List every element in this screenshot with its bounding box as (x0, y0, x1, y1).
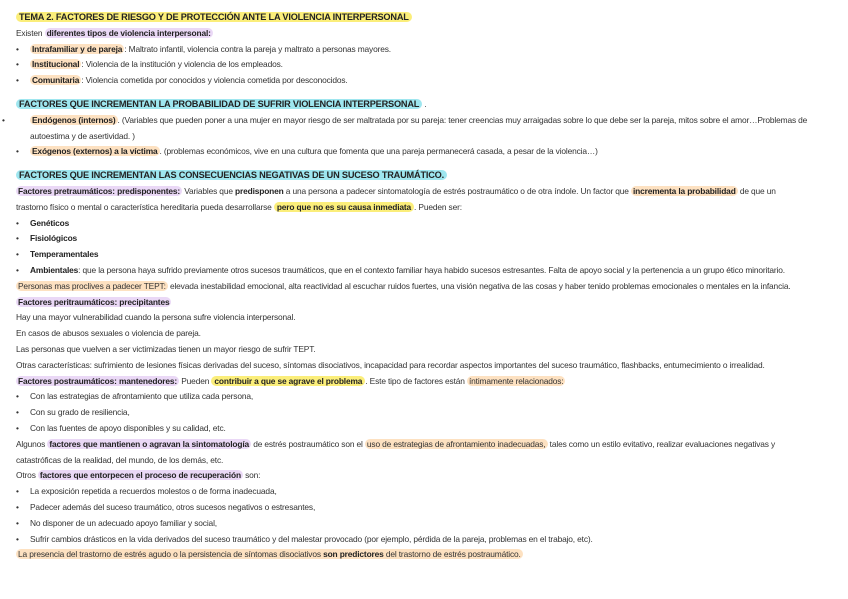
final-paragraph (16, 547, 832, 563)
text: de estrés postraumático son el (251, 438, 365, 449)
item-text: . (problemas económicos, vive en una cultura que fomenta que una pareja permanecerá casada, a pesar de la violencia…) (159, 146, 598, 157)
item-term: Temperamentales (30, 249, 99, 260)
highlight-text: íntimamente relacionados: (468, 375, 564, 386)
bullet: • (16, 407, 19, 418)
list-item (16, 421, 832, 437)
bullet: • (16, 533, 19, 544)
item-text: La exposición repetida a recuerdos molestos o de forma inadecuada, (30, 486, 277, 497)
list-item (16, 144, 832, 160)
text: son: (242, 470, 261, 481)
peritraumatic-label: Factores peritraumáticos: precipitantes (18, 296, 170, 307)
list-item (16, 532, 832, 548)
list-item (16, 263, 832, 279)
list-item (16, 73, 832, 89)
bullet: • (16, 249, 19, 260)
list-item (16, 247, 832, 263)
bullet: • (16, 264, 19, 275)
bold-text: pero que no es su causa inmediata (274, 202, 414, 212)
section2-title: FACTORES QUE INCREMENTAN LA PROBABILIDAD DE SUFRIR VIOLENCIA INTERPERSONAL (16, 99, 422, 109)
item-term: Institucional (32, 59, 80, 70)
bullet: • (16, 501, 19, 512)
text: La presencia del trastorno de estrés agudo o la persistencia de síntomas disociativos (18, 549, 324, 560)
algunos-paragraph-cont: catastróficas de la realidad, del mundo, de los demás, etc. (16, 454, 224, 465)
intro-text: Existen (16, 27, 45, 38)
item-text: : Violencia cometida por conocidos y violencia cometida por desconocidos. (81, 75, 348, 86)
list-item (16, 516, 832, 532)
posttraumatic-paragraph (16, 374, 832, 390)
list-item (16, 405, 832, 421)
section1-title: TEMA 2. FACTORES DE RIESGO Y DE PROTECCIÓN ANTE LA VIOLENCIA INTERPERSONAL (16, 12, 412, 22)
text: . Pueden ser: (414, 201, 462, 212)
item-term: Exógenos (externos) a la víctima (32, 146, 158, 157)
bullet: • (16, 517, 19, 528)
item-text: Con las estrategias de afrontamiento que utiliza cada persona, (30, 391, 254, 402)
bold-text: factores que mantienen o agravan la sintomatología (49, 438, 250, 449)
list-item (16, 500, 832, 516)
item-text: Padecer además del suceso traumático, otros sucesos negativos o estresantes, (30, 501, 316, 512)
bold-text: predisponen (235, 185, 284, 196)
item-text: . (Variables que pueden poner a una mujer en mayor riesgo de ser maltratada por su pareja: tener creencias muy arraigadas sobre lo que debe ser la pareja, mitos sobre el amor…Problemas de autoestima y de asertividad. ) (30, 114, 808, 141)
prone-paragraph (16, 279, 832, 295)
section3-title-line (16, 168, 832, 184)
item-text: : Maltrato infantil, violencia contra la pareja y maltrato a personas mayores. (124, 43, 391, 54)
pretraumatic-paragraph (16, 184, 832, 200)
item-term: Genéticos (30, 217, 70, 228)
section1-title-line (16, 10, 832, 26)
section1-intro (16, 26, 832, 42)
posttraumatic-label: Factores postraumáticos: mantenedores: (18, 375, 178, 386)
peritraumatic-line: Las personas que vuelven a ser victimizadas tienen un mayor riesgo de sufrir TEPT. (16, 343, 316, 354)
item-text: Sufrir cambios drásticos en la vida derivados del suceso traumático y del malestar provocado (por ejemplo, pérdida de la pareja, problemas en el trabajo, etc). (30, 533, 593, 544)
bullet: • (2, 114, 5, 125)
item-term: Fisiológicos (30, 233, 78, 244)
list-item (2, 113, 832, 145)
prone-label: Personas mas proclives a padecer TEPT: (18, 280, 166, 291)
section2-title-line (16, 97, 832, 113)
item-term: Intrafamiliar y de pareja (32, 43, 123, 54)
text: elevada inestabilidad emocional, alta reactividad al escuchar ruidos fuertes, una visión negativa de las cosas y haber tenido problemas emocionales o mentales en la infancia. (167, 280, 791, 291)
item-text: : que la persona haya sufrido previamente otros sucesos traumáticos, que en el contexto familiar haya habido sucesos estresantes. Falta de apoyo social y la pertenencia a un grupo ético minoritario. (78, 264, 785, 275)
list-item (16, 42, 832, 58)
text: de que un (737, 185, 776, 196)
bullet: • (16, 217, 19, 228)
list-item (16, 57, 832, 73)
item-text: : Violencia de la institución y violencia de los empleados. (81, 59, 283, 70)
item-term: Ambientales (30, 264, 79, 275)
bullet: • (16, 59, 19, 70)
bullet: • (16, 422, 19, 433)
text: Variables que (182, 185, 236, 196)
algunos-paragraph (16, 437, 832, 453)
item-text: No disponer de un adecuado apoyo familiar y social, (30, 517, 217, 528)
peritraumatic-heading (16, 295, 832, 311)
text: a una persona a padecer sintomatología de estrés postraumático o de otra índole. Un factor que (283, 185, 631, 196)
section2-title-suffix: . (422, 98, 427, 109)
bullet: • (16, 43, 19, 54)
item-term: Endógenos (internos) (32, 114, 116, 125)
item-term: Comunitaria (32, 75, 80, 86)
bold-text: factores que entorpecen el proceso de recuperación (39, 470, 241, 481)
item-text: Con su grado de resiliencia, (30, 407, 130, 418)
bullet: • (16, 75, 19, 86)
section3-title: FACTORES QUE INCREMENTAN LAS CONSECUENCIAS NEGATIVAS DE UN SUCESO TRAUMÁTICO. (16, 170, 447, 180)
pretraumatic-paragraph-cont (16, 200, 832, 216)
final-text-highlight (16, 549, 523, 559)
peritraumatic-line: Hay una mayor vulnerabilidad cuando la persona sufre violencia interpersonal. (16, 312, 296, 323)
bullet: • (16, 391, 19, 402)
list-item (16, 231, 832, 247)
text: tales como un estilo evitativo, realizar evaluaciones negativas y (547, 438, 776, 449)
highlight-text: uso de estrategias de afrontamiento inadecuadas, (366, 438, 546, 449)
text: Algunos (16, 438, 48, 449)
peritraumatic-line: En casos de abusos sexuales o violencia de pareja. (16, 328, 201, 339)
text: . Este tipo de factores están (365, 375, 467, 386)
list-item (16, 389, 832, 405)
text: trastorno físico o mental o característica hereditaria pueda desarrollarse (16, 201, 274, 212)
bold-text: contribuir a que se agrave el problema (211, 376, 365, 386)
pretraumatic-label: Factores pretraumáticos: predisponentes: (18, 185, 181, 196)
item-text: Con las fuentes de apoyo disponibles y su calidad, etc. (30, 422, 226, 433)
text: del trastorno de estrés postraumático. (383, 549, 521, 560)
intro-bold: diferentes tipos de violencia interpersonal: (46, 27, 211, 38)
text: Pueden (179, 375, 212, 386)
peritraumatic-line: Otras características: sufrimiento de lesiones físicas derivadas del suceso, síntomas disociativos, incapacidad para recordar aspectos importantes del suceso traumático, flashbacks, entumecimiento o irrealidad. (16, 359, 765, 370)
bullet: • (16, 486, 19, 497)
bullet: • (16, 146, 19, 157)
bold-text: incrementa la probabilidad (632, 185, 736, 196)
bold-text: son predictores (323, 549, 384, 560)
bullet: • (16, 233, 19, 244)
otros-paragraph (16, 468, 832, 484)
list-item (16, 216, 832, 232)
list-item (16, 484, 832, 500)
text: Otros (16, 470, 38, 481)
